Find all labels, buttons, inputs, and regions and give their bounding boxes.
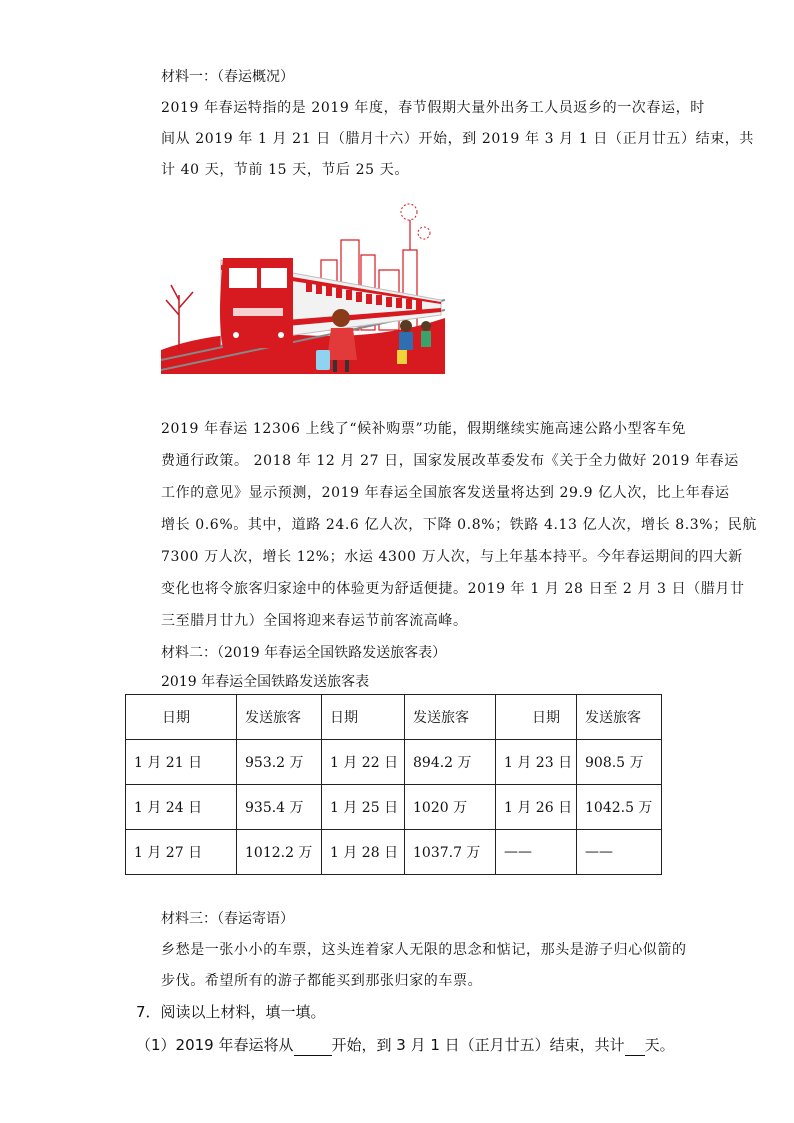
table-header-row (126, 695, 662, 740)
material2-heading: 材料二：（2019 年春运全国铁路发送旅客表） (161, 645, 447, 661)
material3-para-line1: 乡愁是一张小小的车票，这头连着家人无限的思念和惦记，那头是游子归心似箭的 (161, 942, 687, 958)
material1-para2-line7: 三至腊月廿九）全国将迎来春运节前客流高峰。 (161, 613, 468, 629)
table-cell: 1037.7 万 (405, 830, 496, 875)
material1-para2-line5: 7300 万人次，增长 12%；水运 4300 万人次，与上年基本持平。今年春运期间的四大新 (161, 549, 743, 565)
table-header-cell: 发送旅客 (405, 695, 496, 740)
table-cell: 1 月 24 日 (126, 785, 237, 830)
table-cell: 894.2 万 (405, 740, 496, 785)
material1-para1-line2: 间从 2019 年 1 月 21 日（腊月十六）开始，到 2019 年 3 月 1 日（正月廿五）结束，共 (161, 131, 754, 147)
material1-heading: 材料一：（春运概况） (161, 69, 294, 85)
material1-para2-line6: 变化也将令旅客归家途中的体验更为舒适便捷。2019 年 1 月 28 日至 2 月 3 日（腊月廿 (161, 581, 745, 597)
table-header-cell: 发送旅客 (237, 695, 322, 740)
table-cell: 935.4 万 (237, 785, 322, 830)
material3-para-line2: 步伐。希望所有的游子都能买到那张归家的车票。 (161, 973, 483, 989)
material1-para2-line4: 增长 0.6%。其中，道路 24.6 亿人次，下降 0.8%；铁路 4.13 亿人次，增长 8.3%；民航 (161, 517, 757, 533)
table-cell: 1042.5 万 (577, 785, 662, 830)
table-cell: 1 月 23 日 (496, 740, 577, 785)
material1-para1-line1: 2019 年春运特指的是 2019 年度，春节假期大量外出务工人员返乡的一次春运，时 (161, 100, 705, 116)
table-row (126, 785, 662, 830)
table-header-cell: 日期 (126, 695, 237, 740)
table-cell: 1 月 27 日 (126, 830, 237, 875)
table-cell: 953.2 万 (237, 740, 322, 785)
table-cell: 908.5 万 (577, 740, 662, 785)
railway-passenger-table (125, 694, 662, 875)
answer-blank-start-date[interactable] (294, 1036, 332, 1056)
table-cell: 1 月 21 日 (126, 740, 237, 785)
question-sub1-part2: 开始，到 3 月 1 日（正月廿五）结束，共计 (331, 1036, 625, 1054)
table-cell: 1 月 26 日 (496, 785, 577, 830)
table-cell: —— (577, 830, 662, 875)
table-row (126, 830, 662, 875)
table-title: 2019 年春运全国铁路发送旅客表 (161, 674, 370, 690)
material1-para2-line3: 工作的意见》显示预测，2019 年春运全国旅客发送量将达到 29.9 亿人次，比上年春运 (161, 485, 730, 501)
table-cell: 1 月 25 日 (322, 785, 405, 830)
table-header-cell: 日期 (496, 695, 577, 740)
table-cell: 1012.2 万 (237, 830, 322, 875)
question-sub1-part3: 天。 (644, 1036, 675, 1054)
material1-para2-line1: 2019 年春运 12306 上线了“候补购票”功能，假期继续实施高速公路小型客车免 (161, 421, 687, 437)
material1-para2-line2: 费通行政策。 2018 年 12 月 27 日，国家发展改革委发布《关于全力做好 2019 年春运 (161, 453, 739, 469)
question-sub1-part1: （1）2019 年春运将从 (136, 1036, 294, 1054)
spring-festival-train-illustration (161, 200, 445, 374)
table-cell: 1 月 22 日 (322, 740, 405, 785)
material3-heading: 材料三：（春运寄语） (161, 911, 294, 927)
table-header-cell: 发送旅客 (577, 695, 662, 740)
question-title: 7．阅读以上材料，填一填。 (136, 1003, 326, 1021)
table-cell: 1 月 28 日 (322, 830, 405, 875)
answer-blank-days[interactable] (625, 1036, 645, 1056)
table-row (126, 740, 662, 785)
material1-para1-line3: 计 40 天，节前 15 天，节后 25 天。 (161, 162, 409, 178)
table-cell: —— (496, 830, 577, 875)
table-cell: 1020 万 (405, 785, 496, 830)
table-header-cell: 日期 (322, 695, 405, 740)
question-sub1 (136, 1036, 675, 1056)
